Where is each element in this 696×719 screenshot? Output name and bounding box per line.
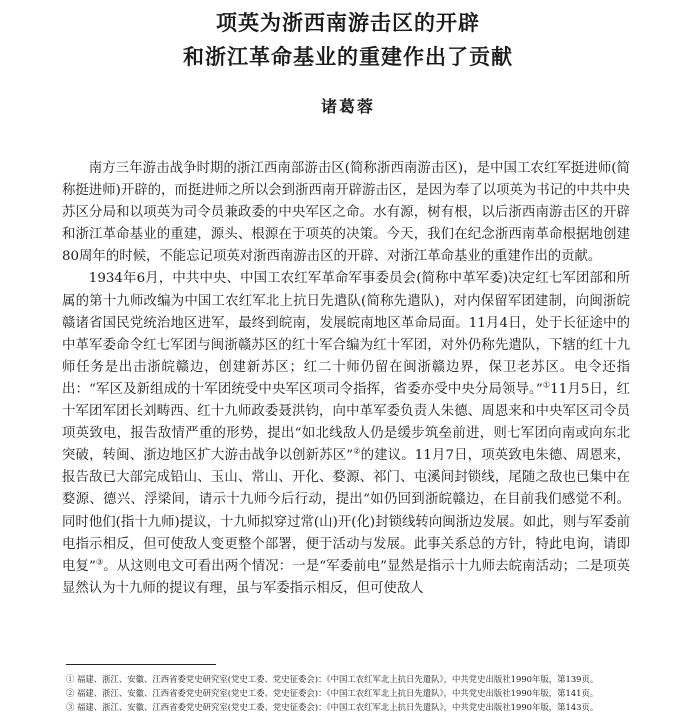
footnote-divider — [66, 664, 216, 665]
article-body — [62, 158, 630, 600]
paragraph-1: 南方三年游击战争时期的浙江西南部游击区(简称浙西南游击区)，是中国工农红军挺进师(简称挺进师)开辟的，而挺进师之所以会到浙西南开辟游击区，是因为奉了以项英为书记的中共中央苏区分局和以项英为司令员兼政委的中央军区之命。水有源，树有根，以后浙西南游击区的开辟和浙江革命基业的重建，源头、根源在于项英的决策。今天，我们在纪念浙西南革命根据地创建80周年的时候，不能忘记项英对浙西南游击区的开辟、对浙江革命基业的重建作出的贡献。 — [62, 161, 630, 265]
footnotes — [66, 672, 636, 714]
article-title — [0, 6, 696, 74]
title-line-2: 和浙江革命基业的重建作出了贡献 — [183, 45, 513, 69]
footnote-ref-3[interactable]: ③ — [95, 557, 104, 567]
footnote-3: ③ 福建、浙江、安徽、江西省委党史研究室(党史工委、党史征委会)：《中国工农红军北上抗日先遣队》，中共党史出版社1990年版，第143页。 — [66, 702, 599, 712]
title-line-1: 项英为浙西南游击区的开辟 — [216, 11, 480, 35]
author-name: 诸葛蓉 — [320, 97, 375, 116]
paragraph-2-part-a: 1934年6月，中共中央、中国工农红军革命军事委员会(简称中革军委)决定红七军团部和所属的第十九师改编为中国工农红军北上抗日先遣队(简称先遣队)，对内保留军团建制，向闽浙皖赣诸省国民党统治地区进军，最终到皖南，发展皖南地区革命局面。11月4日，处于长征途中的中革军委命令红七军团与闽浙赣苏区的红十军合编为红十军团，对外仍称先遣队，下辖的红十九师任务是出击浙皖赣边，创建新苏区；红二十师仍留在闽浙赣边界，保卫老苏区。电令还指出：“军区及新组成的十军团统受中央军区项司令指挥，省委亦受中央分局领导。” — [62, 271, 630, 397]
footnote-1: ① 福建、浙江、安徽、江西省委党史研究室(党史工委、党史征委会)：《中国工农红军北上抗日先遣队》，中共党史出版社1990年版，第139页。 — [66, 674, 599, 684]
paragraph-2-part-c: 的建议。11月7日，项英致电朱德、周恩来，报告敌已大部完成铅山、玉山、常山、开化、婺源、祁门、屯溪间封锁线，尾随之敌也已集中在婺源、德兴、浮梁间，请示十九师今后行动，提出“如仍回到浙皖赣边，在目前我们感觉不利。同时他们(指十九师)提议，十九师拟穿过常(山)开(化)封锁线转向闽浙边发展。如此，则与军委前电指示相反，但可使敌人变更整个部署，便于活动与发展。此事关系总的方针，特此电询，请即电复” — [62, 448, 630, 574]
footnote-2: ② 福建、浙江、安徽、江西省委党史研究室(党史工委、党史征委会)：《中国工农红军北上抗日先遣队》，中共党史出版社1990年版，第141页。 — [66, 688, 599, 698]
paragraph-2-part-b: 11月5日，红十军团军团长刘畴西、红十九师政委聂洪钧，向中革军委负责人朱德、周恩来和中央军区司令员项英致电，报告敌情严重的形势，提出“如北线敌人仍是缓步筑垒前进，则七军团向南或向东北突破，转闽、浙边地区扩大游击战争以创新苏区” — [62, 381, 630, 464]
footnote-ref-2[interactable]: ② — [353, 446, 361, 456]
footnote-ref-1[interactable]: ① — [542, 380, 551, 390]
paragraph-2 — [62, 268, 630, 599]
paragraph-2-part-d: 。从这则电文可看出两个情况：一是“军委前电”显然是指示十九师去皖南活动；二是项英显然认为十九师的提议有理，虽与军委指示相反，但可使敌人 — [62, 558, 630, 596]
